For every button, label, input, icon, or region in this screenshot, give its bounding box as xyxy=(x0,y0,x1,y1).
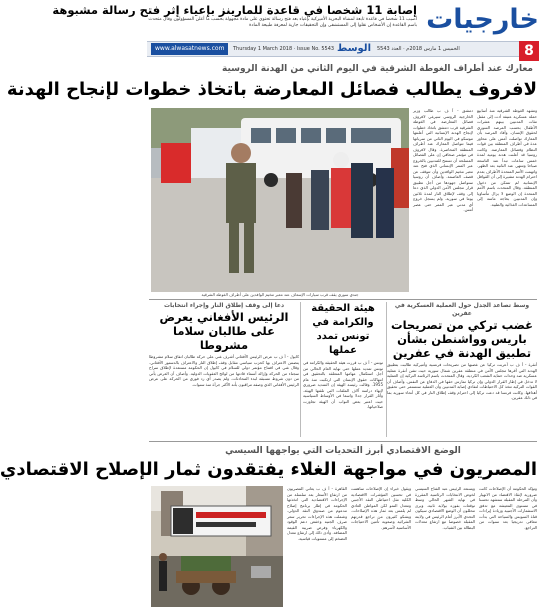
top-teaser xyxy=(52,3,417,37)
lead-photo xyxy=(151,108,409,292)
lead-column-2: وتشهد الغوطة الشرقية منذ أسابيع حملة عسكرية عنيفة أدت إلى مقتل مئات المدنيين بينهم عشرات الأطفال بحسب المرصد السوري لحقوق الإنسان. وأفاد المرصد بأن المعارك تواصلت أمس على محاور عدة في أطراف المنطقة بين قوات النظام وفصائل المعارضة. وكانت روسيا قد أعلنت هدنة يومية لمدة خمس ساعات تبدأ عند التاسعة صباحا وتنتهي عند الثانية بعد الظهر. واتهمت الأمم المتحدة الأطراف بعدم احترام الهدنة مشيرة إلى أن القوافل الإنسانية لم تتمكن من دخول المنطقة. وقال المتحدث باسم الأمم المتحدة إن الوضع لا يزال مأساويا وإن المدنيين بحاجة ماسة إلى المساعدات الغذائية والطبية. xyxy=(477,108,537,207)
column-divider xyxy=(386,302,387,437)
story-turkey-kicker: وسط تصاعد الجدل حول العملية العسكرية في عفرين xyxy=(394,302,530,317)
story-tunisia-headline[interactable]: هيئة الحقيقة والكرامة في تونس تمدد عملها xyxy=(311,303,375,356)
story-afghanistan-body: كابول - أ ف ب عرض الرئيس الأفغاني أشرف غني على حركة طالبان اتفاق سلام مشروطا يتضمن الاعتراف بها كحزب سياسي مقابل وقف إطلاق النار والاعتراف بالدستور الأفغاني. وقال غني في افتتاح مؤتمر دولي للسلام في كابول إن الحكومة مستعدة لإطلاق سراح سجناء من الحركة وإزالة أسماء قادتها من لوائح العقوبات الدولية. وأضاف أن العرض يأتي من دون شروط مسبقة لبدء المحادثات. ولم يصدر أي رد فوري من الحركة على عرض الرئيس الأفغاني الذي وصفه مراقبون بأنه الأكثر جرأة منذ سنوات. xyxy=(149,354,299,387)
bottom-kicker: الوضع الاقتصادي أبرز التحديات التي يواجهها السيسي xyxy=(225,446,461,456)
lead-kicker: معارك عند أطراف الغوطة الشرقية في اليوم الثاني من الهدنة الروسية xyxy=(221,64,533,74)
story-turkey xyxy=(387,302,537,437)
masthead xyxy=(52,3,539,37)
story-tunisia-body: تونس - أ ف ب قررت هيئة الحقيقة والكرامة في تونس تمديد عملها حتى نهاية العام الحالي من أجل استكمال مهامها المتعلقة بالتحقيق في انتهاكات حقوق الإنسان التي ارتكبت منذ عام 1955. وقالت رئيسة الهيئة إن التمديد ضروري لإنهاء دراسة آلاف الملفات التي تلقتها الهيئة. وأثار القرار جدلا واسعا في الأوساط السياسية حيث اعتبر بعض النواب أن الهيئة تجاوزت صلاحياتها. xyxy=(303,360,383,409)
lead-headline[interactable]: لافروف يطالب فصائل المعارضة باتخاذ خطوات لإنجاح الهدنة xyxy=(6,79,537,100)
teaser-text: أصيب 11 شخصا في قاعدة تابعة لمشاة البحرية الأميركية بإعياء بعد فتح رسالة تحتوي على مادة مجهولة بحسب ما أعلن المسؤولون وقال متحدث باسم القاعدة إن الأشخاص نقلوا إلى المستشفى وإن التحقيقات جارية لمعرفة طبيعة المادة xyxy=(148,17,417,28)
lead-column-1: دمشق - أ ف ب طالب وزير الخارجية الروسي سيرغي لافروف فصائل المعارضة في الغوطة الشرقية قرب دمشق باتخاذ خطوات لإنجاح الهدنة الإنسانية التي أعلنتها موسكو في اليوم الثاني من سريانها فيما تتواصل المعارك عند أطراف المنطقة المحاصرة. وقال لافروف في مؤتمر صحافي إن على الفصائل المسلحة أن تسمح للمدنيين بالخروج عبر الممر الإنساني الذي فتح عند معبر مخيم الوافدين وأن تتوقف عن قصف العاصمة. وأضاف أن روسيا ستواصل جهودها من أجل تطبيق قرار مجلس الأمن الدولي الذي دعا إلى وقف لإطلاق النار لمدة ثلاثين يوما في سورية. ولم يسجل خروج أي مدني عبر الممر حتى عصر أمس. xyxy=(413,108,473,212)
story-afghanistan xyxy=(149,302,299,437)
bottom-column-1: القاهرة - أ ف ب يعاني المصريون من ارتفاع الأسعار بعد سلسلة من الإجراءات الاقتصادية التي اتخذتها الحكومة في إطار برنامج إصلاح مدعوم من صندوق النقد الدولي. وشملت هذه الإجراءات تحرير سعر صرف الجنيه وخفض دعم الوقود والكهرباء وفرض ضريبة القيمة المضافة. وأدى ذلك إلى ارتفاع معدل التضخم إلى مستويات قياسية. xyxy=(287,486,347,541)
page-number-badge: 8 xyxy=(519,41,539,61)
date-bar xyxy=(147,41,539,57)
bottom-headline[interactable]: المصريون في مواجهة الغلاء يفتقدون ثمار الإصلاح الاقتصادي xyxy=(0,459,537,480)
section-divider xyxy=(149,441,537,442)
bottom-column-2: ويقول خبراء إن الإصلاحات ساهمت في تحسين المؤشرات الاقتصادية الكلية مثل احتياطي النقد الأجنبي ومعدل النمو لكن المواطن العادي لم يلمس بعد ثمار هذه الإصلاحات. ويشكو كثيرون من تراجع قدرتهم الشرائية وصعوبة تأمين الاحتياجات الأساسية لأسرهم. xyxy=(351,486,411,530)
lead-photo-caption: جندي سوري يقف قرب سيارات الإسعاف عند معبر مخيم الوافدين على أطراف الغوطة الشرقية xyxy=(201,292,359,297)
bottom-photo-illustration xyxy=(151,486,283,607)
date-english: Thursday 1 March 2018 · Issue No. 5543 xyxy=(233,46,335,52)
lead-photo-illustration xyxy=(151,108,409,292)
bottom-column-4: وتؤكد الحكومة أن الإصلاحات كانت ضرورية لإنقاذ الاقتصاد من الانهيار وأن المرحلة المقبلة ستشهد تحسنا في مستوى المعيشة مع تدفق الاستثمارات الأجنبية وزيادة إيرادات قناة السويس والسياحة التي بدأت تتعافى تدريجيا بعد سنوات من التراجع. xyxy=(479,486,537,530)
section-title: خارجيات xyxy=(426,4,539,35)
date-arabic: الخميس 1 مارس 2018م · العدد 5543 xyxy=(377,46,460,52)
bottom-photo xyxy=(151,486,283,607)
story-turkey-body: أنقرة - أ ف ب أعربت تركيا عن غضبها من تصريحات فرنسية وأميركية طالبت بتطبيق الهدنة التي أقرها مجلس الأمن في منطقة عفرين شمال سورية حيث تشن أنقرة عملية عسكرية ضد وحدات حماية الشعب الكردية. وقال المتحدث باسم الرئاسة التركية إن العملية لا تدخل في إطار القرار الدولي وإن تركيا تمارس حقها في الدفاع عن النفس. وأضاف أن القوات التركية تتخذ كل الاحتياطات لتفادي إصابة المدنيين وأن العملية ستستمر حتى تحقيق أهدافها. وكانت فرنسا قد دعت تركيا إلى احترام وقف إطلاق النار في كل أنحاء سورية بما في ذلك عفرين. xyxy=(387,362,537,400)
paper-logo: الوسط xyxy=(337,43,371,54)
story-afghanistan-headline[interactable]: الرئيس الأفغاني يعرض على طالبان سلاما مشروطا xyxy=(159,310,289,352)
story-turkey-headline[interactable]: غضب تركي من تصريحات باريس وواشنطن بشأن تطبيق الهدنة في عفرين xyxy=(391,318,533,360)
section-divider xyxy=(149,299,537,300)
site-url[interactable]: www.alwasatnews.com xyxy=(151,43,228,55)
story-tunisia xyxy=(303,302,383,437)
bottom-column-3: ويستعد الرئيس عبد الفتاح السيسي لخوض الانتخابات الرئاسية المقررة في نهاية الشهر الحالي وسط توقعات بفوزه بولاية ثانية. ويرى محللون أن الوضع الاقتصادي سيكون التحدي الأبرز أمام الرئيس في ولايته المقبلة خصوصا مع ارتفاع معدلات البطالة بين الشباب. xyxy=(415,486,475,530)
column-divider xyxy=(300,302,301,437)
teaser-headline[interactable]: إصابة 11 شخصا في قاعدة للمارينز بإعياء إثر فتح رسالة مشبوهة xyxy=(52,3,417,17)
story-afghanistan-kicker: دعا إلى وقف إطلاق النار وإجراء انتخابات xyxy=(163,302,285,309)
